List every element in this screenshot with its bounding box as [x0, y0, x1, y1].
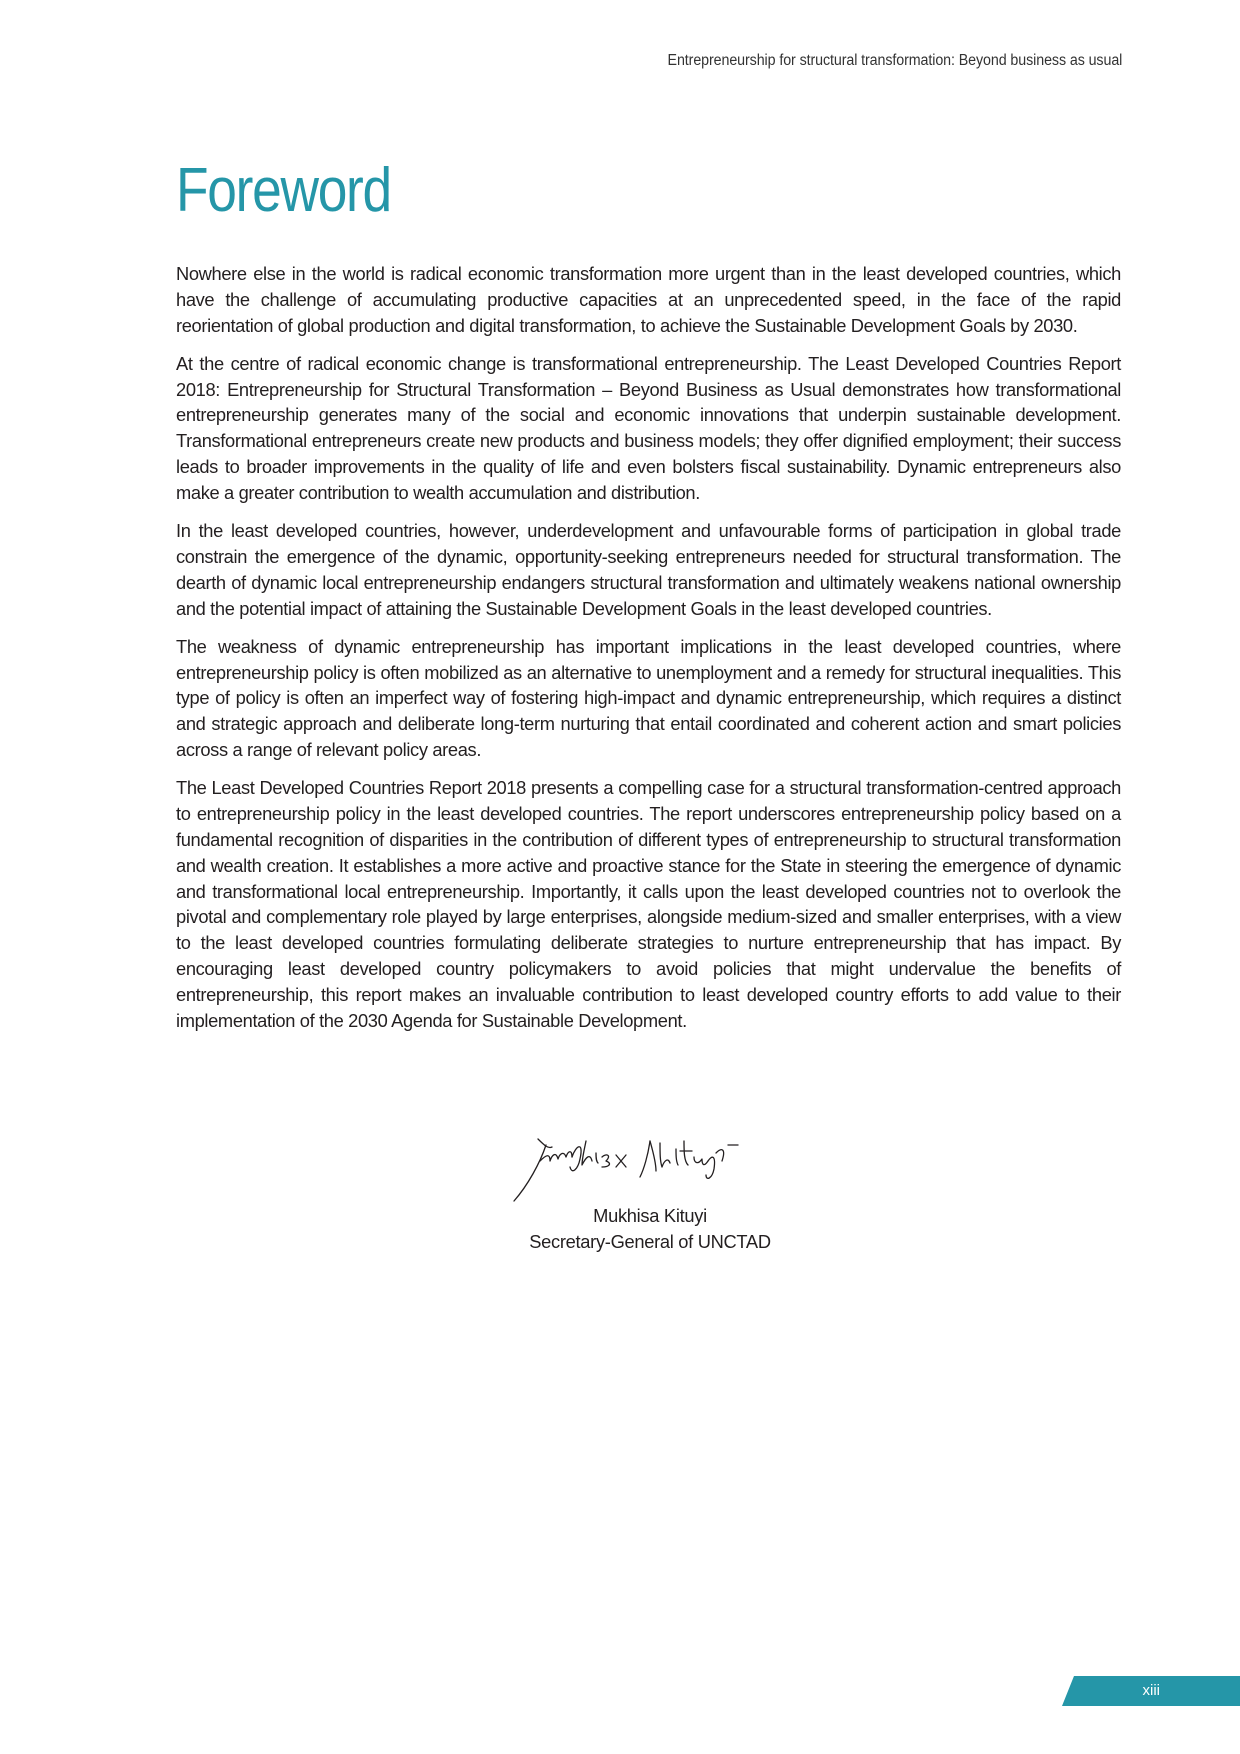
page-title: Foreword: [176, 156, 391, 225]
paragraph-1: Nowhere else in the world is radical economic transformation more urgent than in the least developed countries, which have the challenge of accumulating productive capacities at an unprecedented speed, in the face of the rapid reorientation of global production and digital transformation, to achieve the Sustainable Development Goals by 2030.: [176, 263, 1121, 336]
handwritten-signature: [500, 1135, 800, 1205]
signatory-name: Mukhisa Kituyi: [593, 1205, 707, 1226]
foreword-body: [176, 261, 1121, 1046]
paragraph-5: The Least Developed Countries Report 2018 presents a compelling case for a structural transformation-centred approach to entrepreneurship policy in the least developed countries. The report underscores entrepreneurship policy based on a fundamental recognition of disparities in the contribution of different types of entrepreneurship to structural transformation and wealth creation. It establishes a more active and proactive stance for the State in steering the emergence of dynamic and transformational local entrepreneurship. Importantly, it calls upon the least developed countries not to overlook the pivotal and complementary role played by large enterprises, alongside medium-sized and smaller enterprises, with a view to the least developed countries formulating deliberate strategies to nurture entrepreneurship that has impact. By encouraging least developed country policymakers to avoid policies that might undervalue the benefits of entrepreneurship, this report makes an invaluable contribution to least developed country efforts to add value to their implementation of the 2030 Agenda for Sustainable Development.: [176, 777, 1121, 1031]
signatory-title: Secretary-General of UNCTAD: [529, 1231, 771, 1252]
page-number: xiii: [1142, 1682, 1160, 1699]
paragraph-4: The weakness of dynamic entrepreneurship has important implications in the least developed countries, where entrepreneurship policy is often mobilized as an alternative to unemployment and a remedy for structural inequalities. This type of policy is often an imperfect way of fostering high-impact and dynamic entrepreneurship, which requires a distinct and strategic approach and deliberate long-term nurturing that entail coordinated and coherent action and smart policies across a range of relevant policy areas.: [176, 635, 1121, 761]
running-header: Entrepreneurship for structural transformation: Beyond business as usual: [667, 52, 1122, 69]
paragraph-2: At the centre of radical economic change is transformational entrepreneurship. The Least Developed Countries Report 2018: Entrepreneurship for Structural Transformation – Beyond Business as Usual demonstrates how transformational entrepreneurship generates many of the social and economic innovations that underpin sustainable development. Transformational entrepreneurs create new products and business models; they offer dignified employment; their success leads to broader improvements in the quality of life and even bolsters fiscal sustainability. Dynamic entrepreneurs also make a greater contribution to wealth accumulation and distribution.: [176, 352, 1121, 503]
paragraph-3: In the least developed countries, however, underdevelopment and unfavourable forms of participation in global trade constrain the emergence of the dynamic, opportunity-seeking entrepreneurs needed for structural transformation. The dearth of dynamic local entrepreneurship endangers structural transformation and ultimately weakens national ownership and the potential impact of attaining the Sustainable Development Goals in the least developed countries.: [176, 520, 1121, 619]
signature-icon: [500, 1135, 800, 1205]
